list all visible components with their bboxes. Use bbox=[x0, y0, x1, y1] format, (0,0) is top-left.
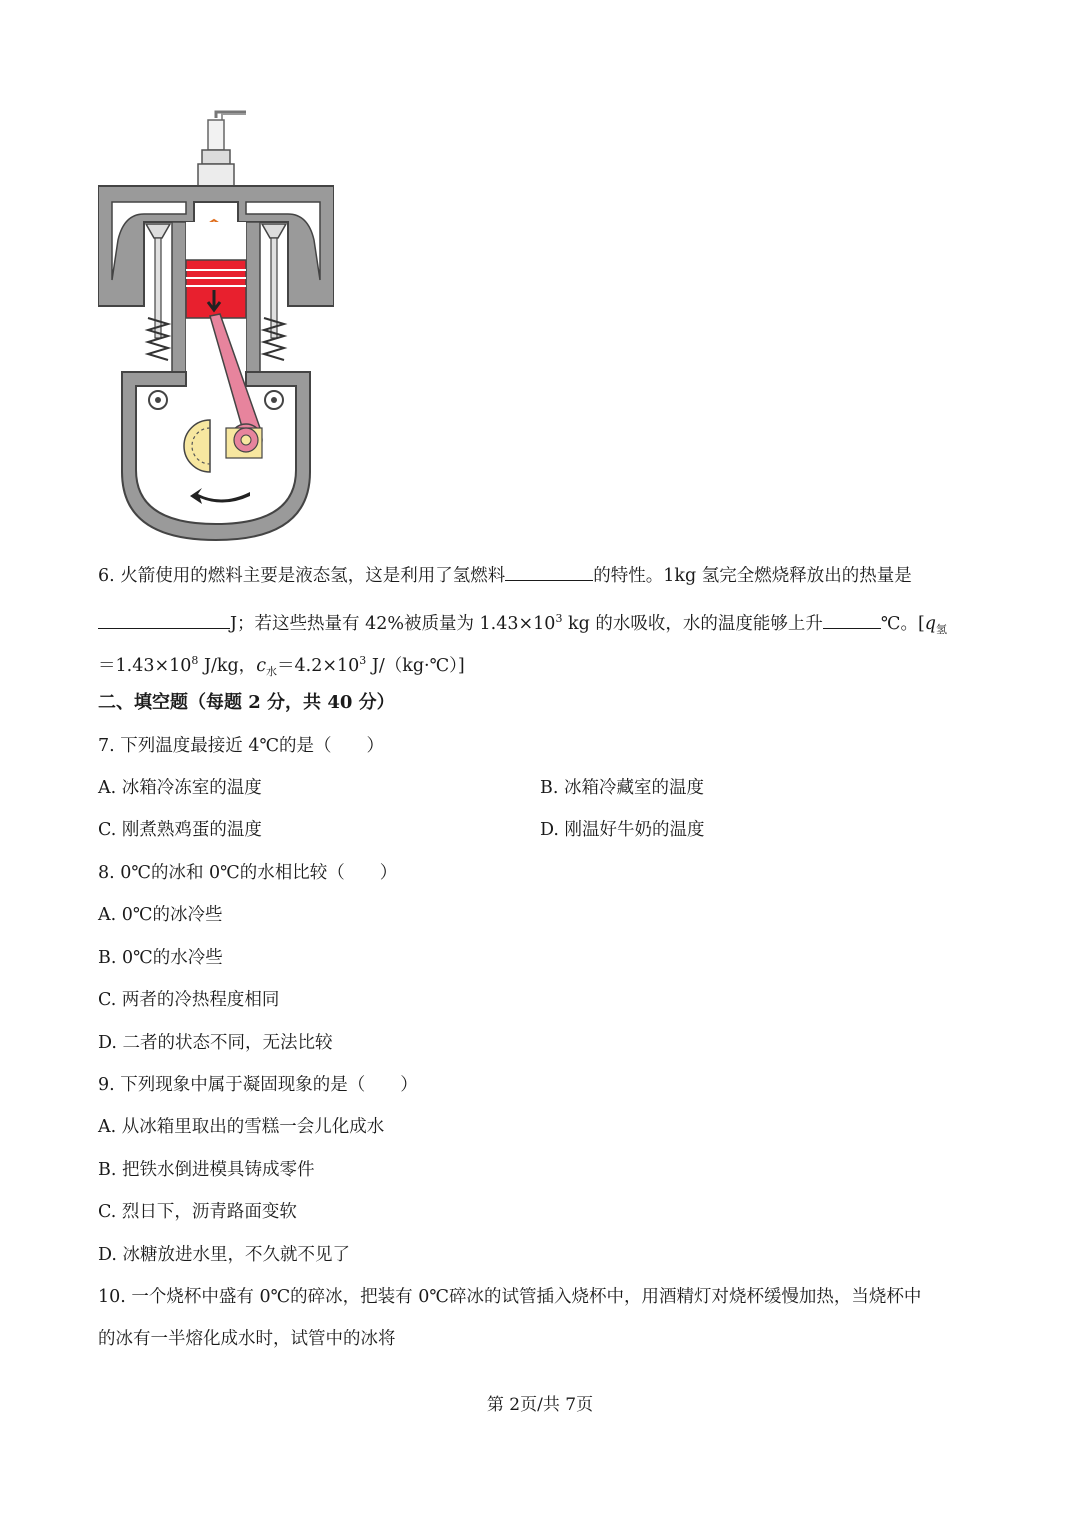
question-6-line-3: $=1.43\times 10^8$ J/kg，$c_水=4.2\times 10^3$ J/（kg·℃）] bbox=[98, 654, 465, 678]
question-8-option-a[interactable]: A. 0℃的冰冷些 bbox=[98, 905, 223, 925]
crankshaft-icon bbox=[184, 420, 262, 472]
question-8-stem: 8. 0℃的冰和 0℃的水相比较（ ） bbox=[98, 863, 398, 883]
question-8-option-d[interactable]: D. 二者的状态不同，无法比较 bbox=[98, 1033, 333, 1053]
engine-stroke-figure bbox=[98, 110, 334, 542]
question-7-stem: 7. 下列温度最接近 4℃的是（ ） bbox=[98, 736, 385, 756]
question-9-option-b[interactable]: B. 把铁水倒进模具铸成零件 bbox=[98, 1160, 315, 1180]
spark-plug-icon bbox=[198, 112, 246, 186]
question-8-option-c[interactable]: C. 两者的冷热程度相同 bbox=[98, 990, 280, 1010]
question-7-option-d[interactable]: D. 刚温好牛奶的温度 bbox=[540, 820, 705, 840]
question-10-line-2: 的冰有一半熔化成水时，试管中的冰将 bbox=[98, 1329, 396, 1349]
question-8-option-b[interactable]: B. 0℃的水冷些 bbox=[98, 948, 223, 968]
answer-blank[interactable] bbox=[823, 610, 881, 629]
piston-icon bbox=[186, 260, 246, 318]
section-heading: 二、填空题（每题 2 分，共 40 分） bbox=[98, 692, 395, 713]
question-9-option-d[interactable]: D. 冰糖放进水里，不久就不见了 bbox=[98, 1245, 351, 1265]
question-7-option-a[interactable]: A. 冰箱冷冻室的温度 bbox=[98, 778, 262, 798]
rotation-arrow-icon bbox=[190, 488, 250, 504]
question-6-line-1: 6. 火箭使用的燃料主要是液态氢，这是利用了氢燃料 的特性。1kg 氢完全燃烧释放出的热量是 bbox=[98, 562, 912, 590]
question-7-option-b[interactable]: B. 冰箱冷藏室的温度 bbox=[540, 778, 704, 798]
question-9-option-a[interactable]: A. 从冰箱里取出的雪糕一会儿化成水 bbox=[98, 1117, 385, 1137]
question-7-option-c[interactable]: C. 刚煮熟鸡蛋的温度 bbox=[98, 820, 262, 840]
question-9-option-c[interactable]: C. 烈日下，沥青路面变软 bbox=[98, 1202, 297, 1222]
question-6-line-2: J；若这些热量有 42%被质量为 $1.43\times 10^3$ kg 的水吸收，水的温度能够上升 ℃。[$q_氢$ bbox=[98, 605, 947, 644]
answer-blank[interactable] bbox=[98, 610, 230, 629]
page-number: 第 2页/共 7页 bbox=[486, 1395, 594, 1415]
answer-blank[interactable] bbox=[505, 562, 593, 581]
question-9-stem: 9. 下列现象中属于凝固现象的是（ ） bbox=[98, 1075, 418, 1095]
question-10-line-1: 10. 一个烧杯中盛有 0℃的碎冰，把装有 0℃碎冰的试管插入烧杯中，用酒精灯对烧杯缓慢加热，当烧杯中 bbox=[98, 1287, 922, 1307]
